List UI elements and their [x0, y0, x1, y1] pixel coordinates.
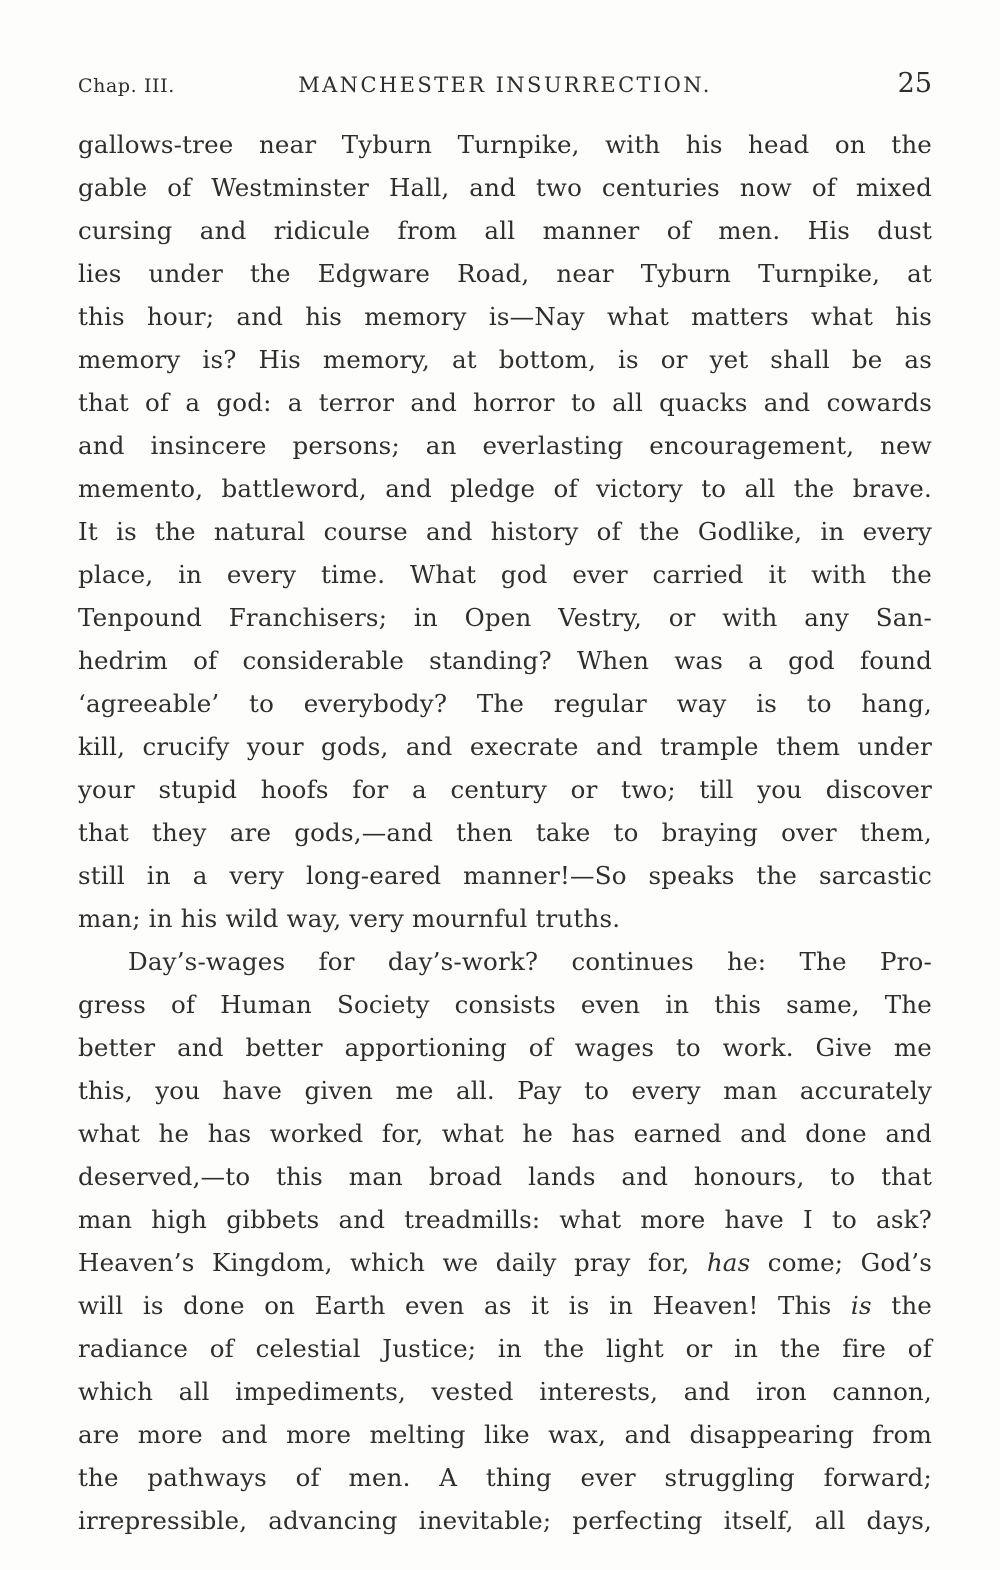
text-line: place, in every time. What god ever carried it with the — [78, 560, 932, 589]
page-body — [78, 123, 932, 1542]
text-line: man; in his wild way, very mournful truths. — [78, 904, 621, 933]
text-line: memento, battleword, and pledge of victory to all the brave. — [78, 474, 932, 503]
text-line: the pathways of men. A thing ever struggling forward; — [78, 1463, 932, 1492]
text-line: gress of Human Society consists even in this same, The — [78, 990, 932, 1019]
text-line: still in a very long-eared manner!—So speaks the sarcastic — [78, 861, 932, 890]
text-line: what he has worked for, what he has earned and done and — [78, 1119, 932, 1148]
running-title: MANCHESTER INSURRECTION. — [298, 73, 712, 97]
text-line: gable of Westminster Hall, and two centuries now of mixed — [78, 173, 932, 202]
text-line: lies under the Edgware Road, near Tyburn Turnpike, at — [78, 259, 932, 288]
text-line: deserved,—to this man broad lands and honours, to that — [78, 1162, 932, 1191]
text-line: that of a god: a terror and horror to all quacks and cowards — [78, 388, 932, 417]
text-line: Tenpound Franchisers; in Open Vestry, or with any San- — [78, 603, 932, 632]
text-line: radiance of celestial Justice; in the light or in the fire of — [78, 1334, 932, 1363]
text-line: hedrim of considerable standing? When was a god found — [78, 646, 932, 675]
text-line: are more and more melting like wax, and disappearing from — [78, 1420, 932, 1449]
text-line: gallows-tree near Tyburn Turnpike, with his head on the — [78, 130, 932, 159]
paragraph — [78, 940, 932, 1542]
text-line: cursing and ridicule from all manner of men. His dust — [78, 216, 932, 245]
text-line: Day’s-wages for day’s-work? continues he: The Pro- — [128, 947, 932, 976]
text-line: kill, crucify your gods, and execrate and trample them under — [78, 732, 932, 761]
text-line: that they are gods,—and then take to braying over them, — [78, 818, 932, 847]
text-line: Heaven’s Kingdom, which we daily pray for, has come; God’s — [78, 1248, 932, 1277]
text-line: and insincere persons; an everlasting encouragement, new — [78, 431, 932, 460]
text-line: irrepressible, advancing inevitable; perfecting itself, all days, — [78, 1506, 932, 1535]
page-number: 25 — [897, 68, 932, 99]
text-line: will is done on Earth even as it is in Heaven! This is the — [78, 1291, 932, 1320]
text-line: memory is? His memory, at bottom, is or yet shall be as — [78, 345, 932, 374]
paragraph — [78, 123, 932, 940]
text-line: your stupid hoofs for a century or two; till you discover — [78, 775, 932, 804]
text-line: It is the natural course and history of the Godlike, in every — [78, 517, 932, 546]
page-header — [78, 68, 932, 99]
text-line: man high gibbets and treadmills: what more have I to ask? — [78, 1205, 932, 1234]
text-line: which all impediments, vested interests, and iron cannon, — [78, 1377, 932, 1406]
text-line: ‘agreeable’ to everybody? The regular way is to hang, — [78, 689, 932, 718]
text-line: this hour; and his memory is—Nay what matters what his — [78, 302, 932, 331]
text-line: this, you have given me all. Pay to every man accurately — [78, 1076, 932, 1105]
chapter-label: Chap. III. — [78, 75, 175, 97]
text-line: better and better apportioning of wages to work. Give me — [78, 1033, 932, 1062]
